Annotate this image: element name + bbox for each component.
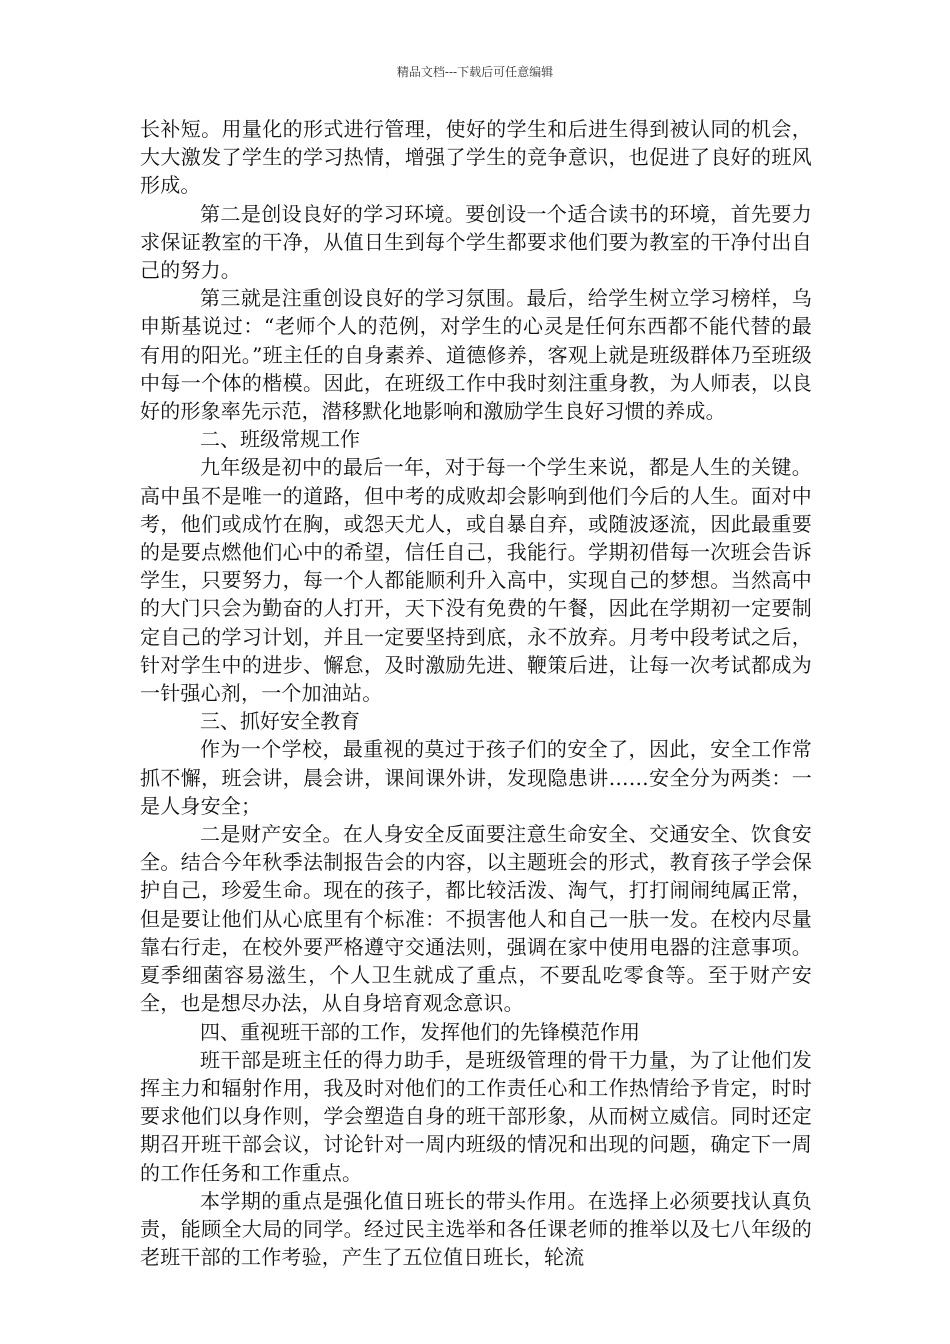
paragraph-8: 本学期的重点是强化值日班长的带头作用。在选择上必须要找认真负责，能顾全大局的同学。经过民主选举和各任课老师的推举以及七八年级的老班干部的工作考验，产生了五位值日班长，轮流: [140, 1188, 812, 1270]
paragraph-2: 第二是创设良好的学习环境。要创设一个适合读书的环境，首先要力求保证教室的干净，从值日生到每个学生都要求他们要为教室的干净付出自己的努力。: [140, 201, 812, 283]
document-body: [140, 115, 812, 1271]
paragraph-1: 长补短。用量化的形式进行管理，使好的学生和后进生得到被认同的机会，大大激发了学生的学习热情，增强了学生的竞争意识，也促进了良好的班风形成。: [140, 117, 812, 198]
paragraph-6: 二是财产安全。在人身安全反面要注意生命安全、交通安全、饮食安全。结合今年秋季法制报告会的内容，以主题班会的形式，教育孩子学会保护自己，珍爱生命。现在的孩子，都比较活泼、淘气，打打闹闹纯属正常，但是要让他们从心底里有个标准：不损害他人和自己一肤一发。在校内尽量靠右行走，在校外要严格遵守交通法则，强调在家中使用电器的注意事项。夏季细菌容易滋生，个人卫生就成了重点，不要乱吃零食等。至于财产安全，也是想尽办法，从自身培育观念意识。: [140, 822, 812, 1016]
section-heading-2: 二、班级常规工作: [200, 427, 360, 452]
paragraph-4: 九年级是初中的最后一年，对于每一个学生来说，都是人生的关键。高中虽不是唯一的道路，但中考的成败却会影响到他们今后的人生。面对中考，他们或成竹在胸，或怨天尤人，或自暴自弃，或随波逐流，因此最重要的是要点燃他们心中的希望，信任自己，我能行。学期初借每一次班会告诉学生，只要努力，每一个人都能顺利升入高中，实现自己的梦想。当然高中的大门只会为勤奋的人打开，天下没有免费的午餐，因此在学期初一定要制定自己的学习计划，并且一定要坚持到底，永不放弃。月考中段考试之后，针对学生中的进步、懈怠，及时激励先进、鞭策后进，让每一次考试都成为一针强心剂，一个加油站。: [140, 455, 812, 706]
section-heading-4: 四、重视班干部的工作，发挥他们的先锋模范作用: [200, 1019, 640, 1044]
section-heading-3: 三、抓好安全教育: [200, 709, 360, 734]
paragraph-5: 作为一个学校，最重视的莫过于孩子们的安全了，因此，安全工作常抓不懈，班会讲，晨会讲，课间课外讲，发现隐患讲……安全分为两类：一是人身安全；: [140, 737, 812, 818]
paragraph-3: 第三就是注重创设良好的学习氛围。最后，给学生树立学习榜样，乌申斯基说过：“老师个人的范例，对学生的心灵是任何东西都不能代替的最有用的阳光。”班主任的自身素养、道德修养，客观上就是班级群体乃至班级中每一个体的楷模。因此，在班级工作中我时刻注重身教，为人师表，以良好的形象率先示范，潜移默化地影响和激励学生良好习惯的养成。: [140, 286, 812, 424]
page-header: 精品文档---下载后可任意编辑: [396, 65, 554, 79]
paragraph-7: 班干部是班主任的得力助手，是班级管理的骨干力量，为了让他们发挥主力和辐射作用，我及时对他们的工作责任心和工作热情给予肯定，时时要求他们以身作则，学会塑造自身的班干部形象，从而树立威信。同时还定期召开班干部会议，讨论针对一周内班级的情况和出现的问题，确定下一周的工作任务和工作重点。: [140, 1047, 812, 1185]
